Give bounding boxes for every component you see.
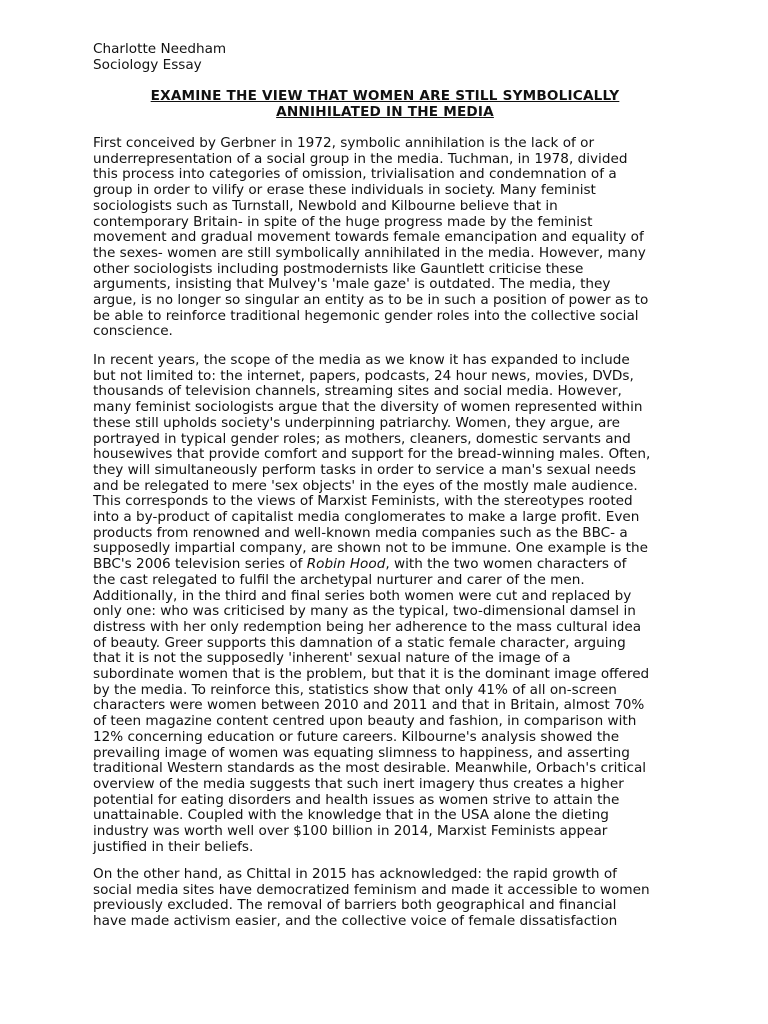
paragraph-line: other sociologists including postmodernists like Gauntlett criticise these <box>93 260 584 277</box>
paragraph-line: In recent years, the scope of the media as we know it has expanded to include <box>93 352 630 368</box>
paragraph-line: only one: who was criticised by many as the typical, two-dimensional damsel in <box>93 603 636 620</box>
paragraph-line: but not limited to: the internet, papers, podcasts, 24 hour news, movies, DVDs, <box>93 367 634 384</box>
paragraph-line: the sexes- women are still symbolically annihilated in the media. However, many <box>93 244 646 261</box>
paragraph-line: housewives that provide comfort and support for the bread-winning males. Often, <box>93 446 651 463</box>
paragraph-1 <box>93 136 683 340</box>
paragraph-line: argue, is no longer so singular an entity as to be in such a position of power as to <box>93 292 649 309</box>
paragraph-line: of beauty. Greer supports this damnation of a static female character, arguing <box>93 634 626 651</box>
paragraph-line: be able to reinforce traditional hegemonic gender roles into the collective social <box>93 307 639 324</box>
paragraph-line: the cast relegated to fulfil the archetypal nurturer and carer of the men. <box>93 571 585 588</box>
paragraph-3 <box>93 867 683 930</box>
paragraph-line: into a by-product of capitalist media conglomerates to make a large profit. Even <box>93 509 640 526</box>
paragraph-line-with-title <box>93 557 683 573</box>
paragraph-line: by the media. To reinforce this, statistics show that only 41% of all on-screen <box>93 681 617 698</box>
paragraph-line: portrayed in typical gender roles; as mothers, cleaners, domestic servants and <box>93 430 631 447</box>
paragraph-line-start: BBC's 2006 television series of <box>93 556 307 573</box>
paragraph-line: that it is not the supposedly 'inherent' sexual nature of the image of a <box>93 650 571 667</box>
essay-subject: Sociology Essay <box>93 56 202 73</box>
paragraph-line: traditional Western standards as the most desirable. Meanwhile, Orbach's critical <box>93 760 647 777</box>
paragraph-line: sociologists such as Turnstall, Newbold and Kilbourne believe that in <box>93 197 558 214</box>
paragraph-line: this process into categories of omission, trivialisation and condemnation of a <box>93 166 617 183</box>
paragraph-line: overview of the media suggests that such inert imagery thus creates a higher <box>93 775 624 792</box>
paragraph-line: Additionally, in the third and final series both women were cut and replaced by <box>93 587 632 604</box>
essay-title <box>93 89 677 120</box>
paragraph-line: these still upholds society's underpinning patriarchy. Women, they argue, are <box>93 414 620 431</box>
paragraph-line: of teen magazine content centred upon beauty and fashion, in comparison with <box>93 713 637 730</box>
paragraph-line: movement and gradual movement towards female emancipation and equality of <box>93 229 644 246</box>
paragraph-line: justified in their beliefs. <box>93 838 254 855</box>
paragraph-line: products from renowned and well-known media companies such as the BBC- a <box>93 524 628 541</box>
paragraph-line: previously excluded. The removal of barriers both geographical and financial <box>93 897 617 914</box>
paragraph-line: potential for eating disorders and health issues as women strive to attain the <box>93 791 620 808</box>
paragraph-line: industry was worth well over $100 billion in 2014, Marxist Feminists appear <box>93 823 608 840</box>
paragraph-line: characters were women between 2010 and 2011 and that in Britain, almost 70% <box>93 697 645 714</box>
paragraph-line: On the other hand, as Chittal in 2015 has acknowledged: the rapid growth of <box>93 866 617 882</box>
paragraph-line: thousands of television channels, streaming sites and social media. However, <box>93 383 622 400</box>
essay-title-line-1: EXAMINE THE VIEW THAT WOMEN ARE STILL SYMBOLICALLY <box>150 88 620 104</box>
paragraph-line: and be relegated to mere 'sex objects' in the eyes of the mostly male audience. <box>93 477 638 494</box>
paragraph-line: supposedly impartial company, are shown not to be immune. One example is the <box>93 540 648 557</box>
paragraph-line: underrepresentation of a social group in the media. Tuchman, in 1978, divided <box>93 150 628 167</box>
italic-show-title: Robin Hood <box>306 556 386 573</box>
paragraph-line: subordinate women that is the problem, but that it is the dominant image offered <box>93 666 650 683</box>
author-block <box>93 42 226 73</box>
paragraph-line: This corresponds to the views of Marxist Feminists, with the stereotypes rooted <box>93 493 633 510</box>
paragraph-line-end: , with the two women characters of <box>385 556 627 573</box>
paragraph-line: have made activism easier, and the collective voice of female dissatisfaction <box>93 913 618 930</box>
paragraph-line: First conceived by Gerbner in 1972, symbolic annihilation is the lack of or <box>93 135 595 151</box>
paragraph-2 <box>93 353 683 856</box>
paragraph-line: social media sites have democratized feminism and made it accessible to women <box>93 881 650 898</box>
paragraph-line: distress with her only redemption being her adherence to the mass cultural idea <box>93 618 642 635</box>
paragraph-line: many feminist sociologists argue that the diversity of women represented within <box>93 399 643 416</box>
paragraph-line: group in order to vilify or erase these individuals in society. Many feminist <box>93 182 596 199</box>
paragraph-line: 12% concerning education or future careers. Kilbourne's analysis showed the <box>93 728 620 745</box>
paragraph-line: arguments, insisting that Mulvey's 'male gaze' is outdated. The media, they <box>93 276 611 293</box>
essay-title-line-2: ANNIHILATED IN THE MEDIA <box>276 103 494 120</box>
paragraph-line: conscience. <box>93 323 173 340</box>
paragraph-line: they will simultaneously perform tasks in order to service a man's sexual needs <box>93 461 636 478</box>
paragraph-line: prevailing image of women was equating slimness to happiness, and asserting <box>93 744 630 761</box>
paragraph-line: contemporary Britain- in spite of the huge progress made by the feminist <box>93 213 593 230</box>
author-name: Charlotte Needham <box>93 41 227 57</box>
paragraph-line: unattainable. Coupled with the knowledge that in the USA alone the dieting <box>93 807 609 824</box>
